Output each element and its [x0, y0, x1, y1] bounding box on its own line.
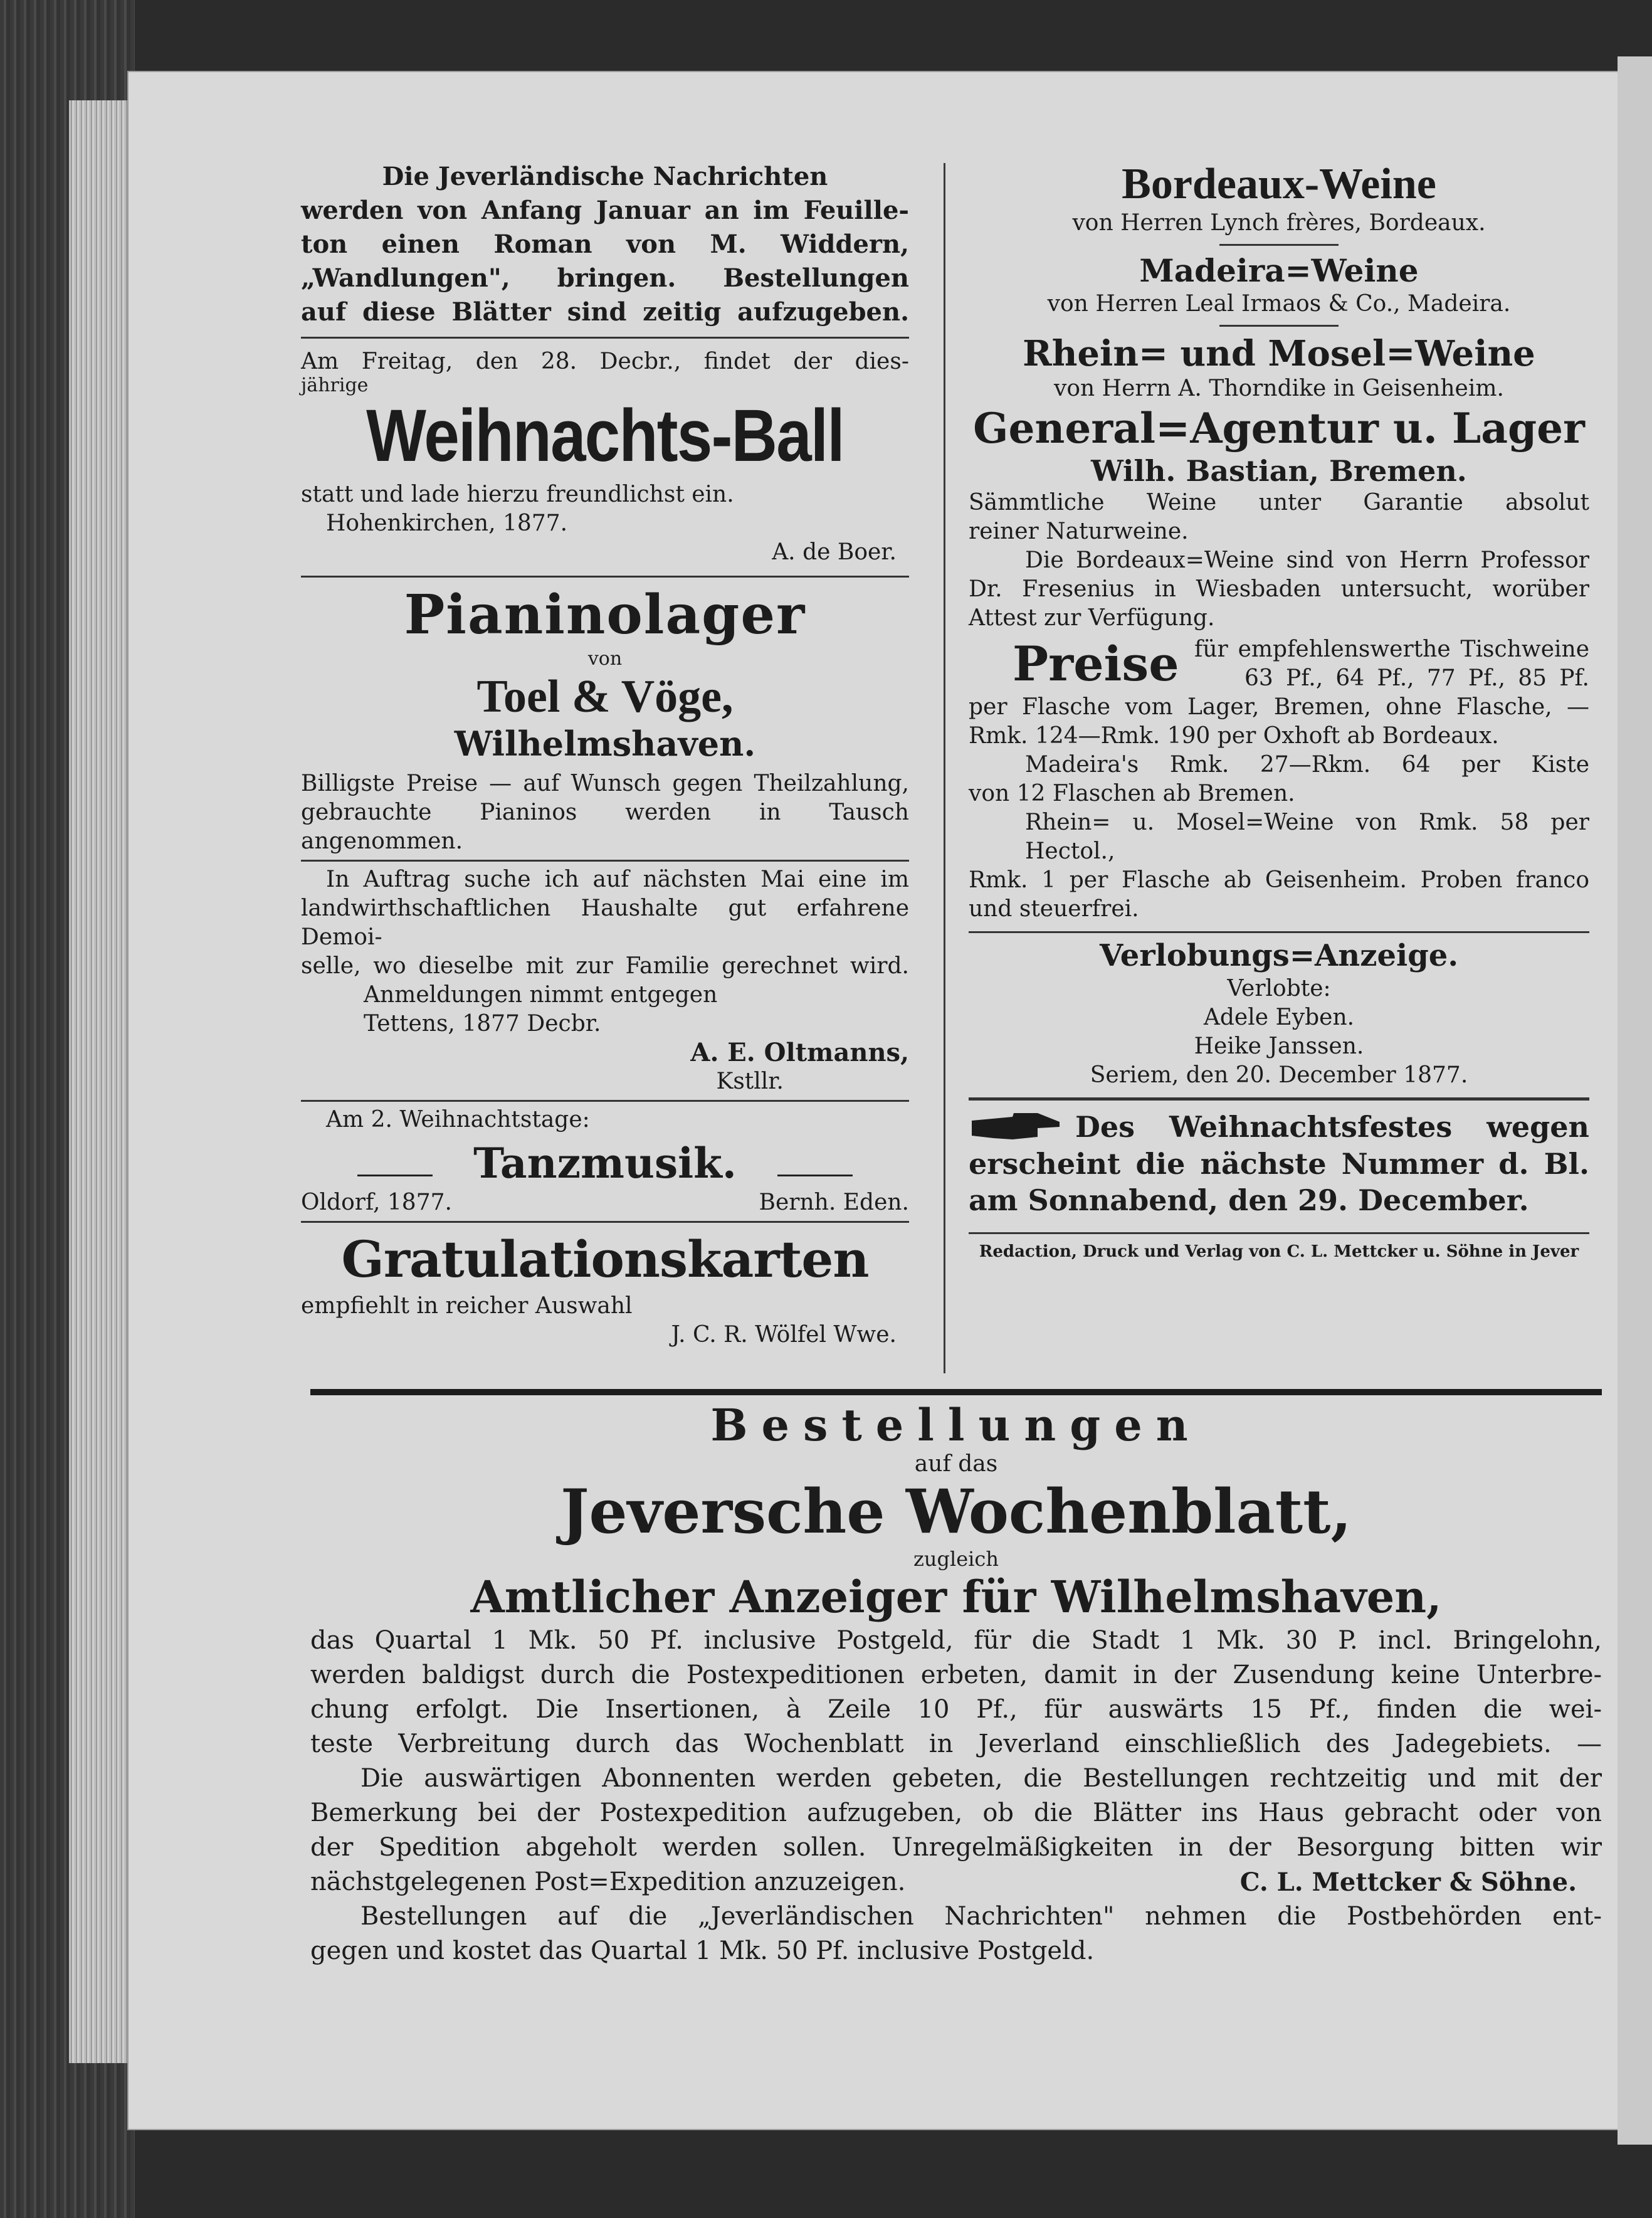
divider	[301, 1221, 909, 1223]
text-line: der Spedition abgeholt werden sollen. Unregelmäßigkeiten in der Besorgung bitten wir	[310, 1833, 1602, 1862]
firm-signature: C. L. Mettcker & Söhne.	[1239, 1867, 1577, 1897]
anzeiger-title: Amtlicher Anzeiger für Wilhelmshaven,	[470, 1571, 1442, 1623]
text-line: Bemerkung bei der Postexpedition aufzugeben, ob die Blätter ins Haus gebracht oder von	[310, 1798, 1602, 1827]
agentur-line: Attest zur Verfügung.	[969, 605, 1215, 631]
madeira-title: Madeira=Weine	[1139, 252, 1419, 289]
madeira-line: von Herren Leal Irmaos & Co., Madeira.	[1047, 291, 1511, 317]
right-column	[969, 160, 1589, 1265]
ball-intro: Am Freitag, den 28. Decbr., findet der dies-	[301, 349, 909, 374]
piano-firm: Toel & Vöge,	[476, 671, 734, 722]
auf-das: auf das	[914, 1451, 998, 1477]
divider	[1219, 325, 1339, 327]
column-divider	[944, 163, 945, 1373]
preise-line: von 12 Flaschen ab Bremen.	[969, 781, 1295, 806]
wreath-icon	[777, 1164, 853, 1186]
preise-prices	[1194, 635, 1589, 693]
divider	[969, 1232, 1589, 1234]
tanz-ad	[301, 1106, 909, 1217]
agentur-line: Dr. Fresenius in Wiesbaden untersucht, worüber	[969, 576, 1589, 602]
divider	[1219, 244, 1339, 246]
bordeaux-title: Bordeaux-Weine	[1122, 160, 1436, 208]
preise-block	[969, 635, 1589, 693]
divider	[301, 337, 909, 339]
divider	[301, 576, 909, 578]
tanz-title-row	[301, 1138, 909, 1188]
verlobung-place: Seriem, den 20. December 1877.	[1090, 1062, 1468, 1088]
ball-ad	[301, 347, 909, 567]
verlobung-ad	[969, 937, 1589, 1090]
notice-line: werden von Anfang Januar an im Feuille-	[301, 196, 909, 225]
notice-line: ton einen Roman von M. Widdern,	[301, 230, 909, 259]
ball-title: Weihnachts-Ball	[366, 394, 844, 477]
piano-city: Wilhelmshaven.	[454, 724, 756, 764]
subscription-text	[310, 1624, 1602, 1968]
piano-ad	[301, 583, 909, 856]
divider	[969, 931, 1589, 933]
text-line: Bestellungen auf die „Jeverländischen Nachrichten" nehmen die Postbehörden ent-	[360, 1902, 1602, 1931]
auftrag-signer: A. E. Oltmanns,	[690, 1038, 909, 1067]
ball-text: statt und lade hierzu freundlichst ein.	[301, 482, 734, 507]
tanz-signer: Bernh. Eden.	[759, 1190, 909, 1215]
subscription-notice	[310, 1389, 1602, 1968]
paper-title: Jeversche Wochenblatt,	[560, 1476, 1352, 1547]
bordeaux-line: von Herren Lynch frères, Bordeaux.	[1072, 210, 1486, 236]
piano-title: Pianinolager	[404, 583, 806, 647]
auftrag-line: In Auftrag suche ich auf nächsten Mai eine im	[326, 867, 909, 892]
preise-word: Preise	[1013, 636, 1179, 692]
weihnacht-notice	[969, 1108, 1589, 1218]
text-line: gegen und kostet das Quartal 1 Mk. 50 Pf. inclusive Postgeld.	[310, 1936, 1095, 1965]
imprint: Redaction, Druck und Verlag von C. L. Mettcker u. Söhne in Jever	[979, 1242, 1579, 1261]
auftrag-line: selle, wo dieselbe mit zur Familie gerechnet wird.	[301, 953, 909, 979]
novel-notice	[301, 160, 909, 329]
agentur-heading: General=Agentur u. Lager	[973, 404, 1585, 453]
text-line: das Quartal 1 Mk. 50 Pf. inclusive Postgeld, für die Stadt 1 Mk. 30 P. incl. Bringelohn,	[310, 1626, 1602, 1655]
grat-title: Gratulationskarten	[341, 1230, 869, 1289]
heavy-rule	[310, 1389, 1602, 1395]
verlobung-name: Heike Janssen.	[1194, 1033, 1364, 1059]
tanz-intro: Am 2. Weihnachtstage:	[326, 1107, 590, 1133]
weihnacht-row	[969, 1108, 1589, 1146]
verlobung-title: Verlobungs=Anzeige.	[1099, 938, 1459, 973]
weihnacht-line: am Sonnabend, den 29. December.	[969, 1183, 1529, 1217]
facing-page-edge	[1618, 56, 1652, 2145]
left-column	[301, 160, 909, 1349]
rhein-title: Rhein= und Mosel=Weine	[1023, 333, 1535, 374]
bordeaux-ad	[969, 160, 1589, 633]
auftrag-place: Tettens, 1877 Decbr.	[364, 1011, 601, 1037]
piano-text: Billigste Preise — auf Wunsch gegen Theilzahlung,	[301, 771, 909, 796]
agentur-line: Die Bordeaux=Weine sind von Herrn Professor	[1025, 547, 1589, 573]
notice-line: „Wandlungen", bringen. Bestellungen	[301, 263, 909, 293]
weihnacht-line: Des Weihnachtsfestes wegen	[1075, 1110, 1589, 1144]
preise-line: 63 Pf., 64 Pf., 77 Pf., 85 Pf.	[1244, 665, 1589, 691]
preise-line: Rmk. 124—Rmk. 190 per Oxhoft ab Bordeaux.	[969, 723, 1499, 749]
divider	[969, 1097, 1589, 1101]
preise-line: für empfehlenswerthe Tischweine	[1194, 636, 1589, 662]
zugleich: zugleich	[913, 1547, 999, 1571]
wreath-icon	[357, 1164, 433, 1186]
tanz-place: Oldorf, 1877.	[301, 1190, 452, 1215]
divider	[301, 1100, 909, 1102]
preise-line: Rmk. 1 per Flasche ab Geisenheim. Proben franco	[969, 867, 1589, 893]
ball-intro-2: jährige	[301, 374, 369, 396]
grat-line: empfiehlt in reicher Auswahl	[301, 1293, 633, 1319]
text-line: nächstgelegenen Post=Expedition anzuzeigen.	[310, 1867, 906, 1896]
notice-line: Die Jeverländische Nachrichten	[382, 162, 828, 191]
piano-von: von	[587, 648, 623, 670]
preise-line: Rhein= u. Mosel=Weine von Rmk. 58 per Hectol.,	[1025, 810, 1589, 864]
bestellungen-title: Bestellungen	[710, 1399, 1202, 1451]
text-line: chung erfolgt. Die Insertionen, à Zeile 10 Pf., für auswärts 15 Pf., finden die wei-	[310, 1695, 1602, 1724]
tanz-footer	[301, 1188, 909, 1217]
auftrag-title: Kstllr.	[716, 1069, 784, 1094]
grat-ad	[301, 1227, 909, 1349]
verlobung-name: Adele Eyben.	[1203, 1005, 1355, 1030]
preise-line: und steuerfrei.	[969, 896, 1139, 922]
text-row	[310, 1865, 1602, 1899]
text-line: teste Verbreitung durch das Wochenblatt in Jeverland einschließlich des Jadegebiets. —	[310, 1730, 1602, 1758]
preise-text	[969, 693, 1589, 924]
auftrag-line: Anmeldungen nimmt entgegen	[364, 982, 718, 1008]
book-page-edges	[69, 100, 138, 2063]
tanz-title: Tanzmusik.	[473, 1139, 737, 1188]
piano-text: gebrauchte Pianinos werden in Tausch angenommen.	[301, 800, 909, 854]
weihnacht-line: erscheint die nächste Nummer d. Bl.	[969, 1147, 1589, 1181]
grat-signer: J. C. R. Wölfel Wwe.	[671, 1322, 897, 1348]
ball-place: Hohenkirchen, 1877.	[326, 510, 568, 536]
auftrag-ad	[301, 865, 909, 1096]
notice-line: auf diese Blätter sind zeitig aufzugeben.	[301, 297, 909, 327]
divider	[301, 860, 909, 862]
text-line: werden baldigst durch die Postexpeditionen erbeten, damit in der Zusendung keine Unterbre-	[310, 1661, 1602, 1689]
preise-line: Madeira's Rmk. 27—Rkm. 64 per Kiste	[1025, 752, 1589, 778]
pointing-hand-icon	[969, 1108, 1063, 1146]
preise-line: per Flasche vom Lager, Bremen, ohne Flasche, —	[969, 694, 1589, 720]
text-line: Die auswärtigen Abonnenten werden gebeten, die Bestellungen rechtzeitig und mit der	[360, 1764, 1602, 1793]
agentur-line: reiner Naturweine.	[969, 519, 1189, 544]
agentur-firm: Wilh. Bastian, Bremen.	[1091, 454, 1467, 488]
rhein-line: von Herrn A. Thorndike in Geisenheim.	[1054, 376, 1504, 401]
agentur-line: Sämmtliche Weine unter Garantie absolut	[969, 490, 1589, 515]
ball-signer: A. de Boer.	[772, 539, 897, 565]
verlobung-label: Verlobte:	[1227, 976, 1331, 1001]
auftrag-line: landwirthschaftlichen Haushalte gut erfahrene Demoi-	[301, 895, 909, 950]
